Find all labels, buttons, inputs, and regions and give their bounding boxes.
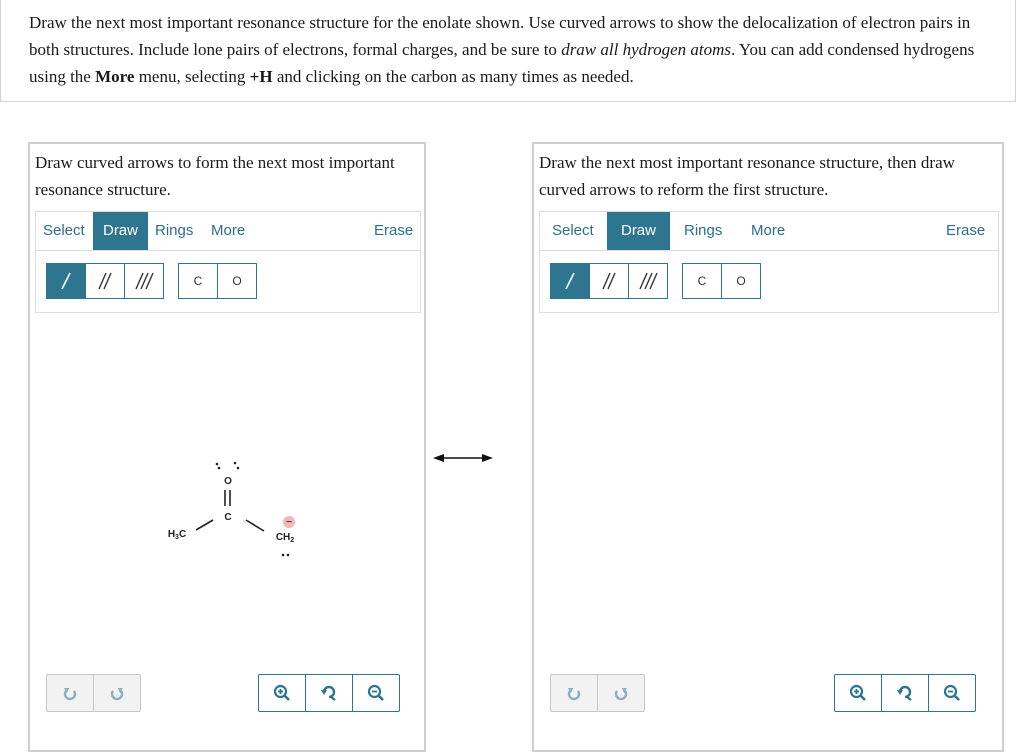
right-tab-select[interactable]: Select [552,222,594,239]
lone-pair-dot [282,554,285,557]
right-tab-erase[interactable]: Erase [946,222,986,239]
zoom-out-button[interactable] [352,675,399,711]
oxygen-atom-button[interactable]: O [217,264,256,298]
left-tab-erase[interactable]: Erase [374,222,414,239]
lone-pair-dot [237,467,240,470]
double-bond-icon [601,272,617,290]
zoom-out-icon [943,684,961,702]
carbonyl-carbon-atom[interactable]: C [224,512,232,523]
zoom-in-icon [273,684,291,702]
left-atom-group [178,263,257,299]
right-drawing-panel [532,142,1004,752]
instructions-emphasis: draw all hydrogen atoms [561,40,732,59]
negative-charge-sign: − [286,517,292,528]
triple-bond-icon [134,272,154,290]
right-undo-redo-group [550,674,645,712]
right-panel-title: Draw the next most important resonance structure, then draw curved arrows to reform the first structure. [539,153,955,199]
right-tab-draw[interactable]: Draw [607,212,670,250]
right-zoom-group [834,674,976,712]
triple-bond-button[interactable] [628,264,667,298]
zoom-out-button[interactable] [928,675,975,711]
instructions-more-term: More [95,67,135,86]
left-drawing-canvas[interactable] [35,313,421,669]
zoom-out-icon [367,684,385,702]
resonance-double-arrow-icon [432,451,494,465]
right-toolbar [539,211,999,251]
lone-pair-dot [216,463,219,466]
carbon-atom-button[interactable]: C [697,274,707,288]
instructions-box [0,0,1016,102]
double-bond-button[interactable] [589,264,628,298]
zoom-reset-button[interactable] [305,675,352,711]
single-bond-icon [59,272,73,290]
undo-icon [566,685,582,701]
carbon-atom-button[interactable]: C [193,274,203,288]
lone-pair-dot [218,467,221,470]
methyl-group[interactable]: $H_3C$ [167,529,187,541]
redo-button[interactable] [93,675,140,711]
redo-icon [613,685,629,701]
left-panel-title: Draw curved arrows to form the next most important resonance structure. [35,153,395,199]
lone-pair-dot [234,462,237,465]
zoom-in-icon [849,684,867,702]
oxygen-atom-button[interactable]: O [721,264,760,298]
undo-button[interactable] [551,675,597,711]
left-undo-redo-group [46,674,141,712]
methyl-bond [196,520,213,530]
single-bond-button[interactable] [47,264,85,298]
left-tab-draw[interactable]: Draw [93,212,148,250]
zoom-in-button[interactable] [259,675,305,711]
undo-button[interactable] [47,675,93,711]
left-tab-rings[interactable]: Rings [155,222,194,239]
left-tool-row [35,251,421,313]
single-bond-button[interactable] [551,264,589,298]
undo-icon [62,685,78,701]
right-tab-rings[interactable]: Rings [684,222,723,239]
triple-bond-button[interactable] [124,264,163,298]
zoom-reset-button[interactable] [881,675,928,711]
zoom-in-button[interactable] [835,675,881,711]
enolate-structure [35,313,421,669]
zoom-reset-icon [320,684,338,702]
instructions-plus-h-term: +H [249,67,273,86]
left-tab-more[interactable]: More [211,222,246,239]
single-bond-icon [563,272,577,290]
left-drawing-panel [28,142,426,752]
left-zoom-group [258,674,400,712]
oxygen-atom[interactable]: O [224,476,232,487]
left-tab-select[interactable]: Select [43,222,85,239]
left-toolbar [35,211,421,251]
right-drawing-canvas[interactable] [539,313,999,669]
instructions-text: Draw the next most important resonance structure for the enolate shown. Use curved arrows to show the delocalization of electron pairs in both structures. Include lone pairs of electrons, formal charges, and be sure to draw all hydrogen atoms. You can add condensed hydrogens using the More menu, selecting +H and clicking on the carbon as many times as needed. [29,13,975,86]
double-bond-button[interactable] [85,264,124,298]
lone-pair-dot [287,554,290,557]
zoom-reset-icon [896,684,914,702]
triple-bond-icon [638,272,658,290]
right-atom-group [682,263,761,299]
right-tool-row [539,251,999,313]
methylene-bond [246,520,264,531]
double-bond-icon [97,272,113,290]
left-bond-group [46,263,164,299]
right-bond-group [550,263,668,299]
redo-button[interactable] [597,675,644,711]
redo-icon [109,685,125,701]
right-tab-more[interactable]: More [751,222,786,239]
methylene-group[interactable]: $CH_2$ [275,532,295,544]
